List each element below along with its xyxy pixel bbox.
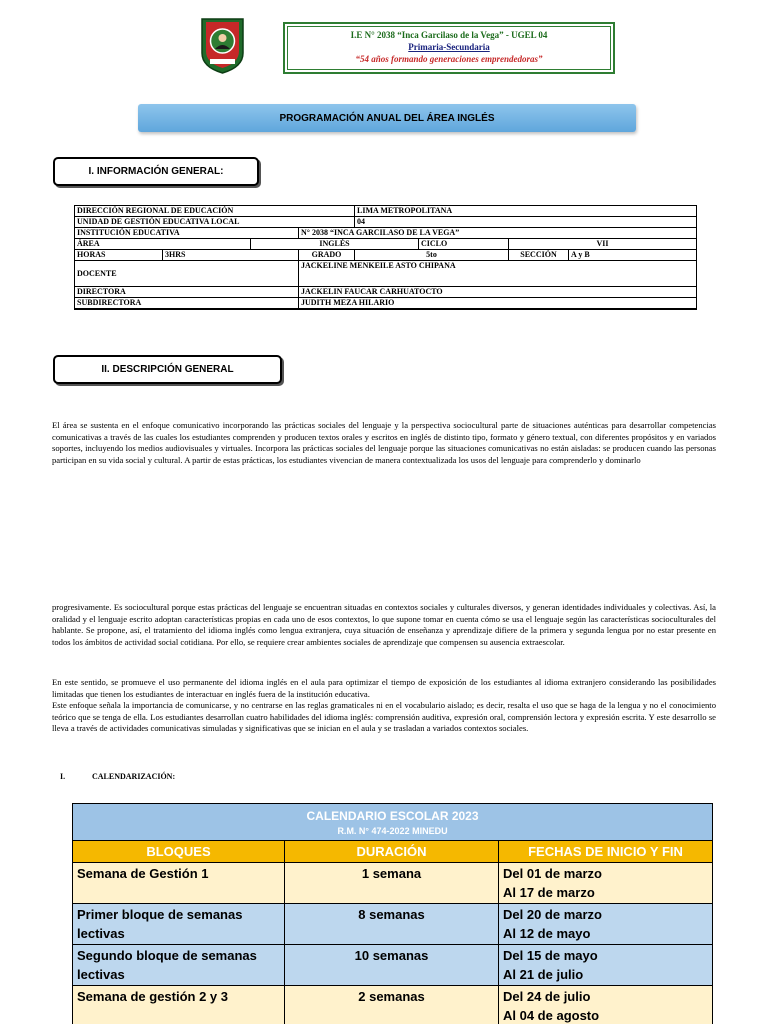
fecha-fin: Al 04 de agosto xyxy=(503,1008,600,1023)
table-row xyxy=(75,298,697,310)
seccion-label: SECCIÓN xyxy=(509,250,569,261)
horas-value: 3HRS xyxy=(163,250,299,261)
table-row xyxy=(75,206,697,217)
ciclo-value: VII xyxy=(509,239,697,250)
table-row xyxy=(73,986,713,1024)
section-heading-description: II. DESCRIPCIÓN GENERAL xyxy=(53,355,282,384)
bloque-cell: Semana de Gestión 1 xyxy=(73,863,285,904)
fecha-fin: Al 21 de julio xyxy=(503,967,584,982)
calendar-heading-number: I. xyxy=(60,772,66,781)
area-value: INGLÉS xyxy=(251,239,419,250)
fechas-cell xyxy=(499,904,713,945)
duracion-cell: 10 semanas xyxy=(285,945,499,986)
section-heading-info: I. INFORMACIÓN GENERAL: xyxy=(53,157,259,186)
fechas-cell xyxy=(499,986,713,1024)
calendar-title: CALENDARIO ESCOLAR 2023 xyxy=(306,809,479,823)
directora-label: DIRECTORA xyxy=(75,287,299,298)
page-title: PROGRAMACIÓN ANUAL DEL ÁREA INGLÉS xyxy=(138,104,636,132)
header-banner xyxy=(283,22,615,74)
calendar-subtitle: R.M. N° 474-2022 MINEDU xyxy=(337,826,448,836)
table-row xyxy=(73,863,713,904)
ie-label: INSTITUCIÓN EDUCATIVA xyxy=(75,228,299,239)
duracion-cell: 8 semanas xyxy=(285,904,499,945)
calendar-header-row xyxy=(73,841,713,863)
description-paragraph-2: progresivamente. Es sociocultural porque estas prácticas del lenguaje se encuentran situadas en contextos sociales y culturales diversos, y generan identidades individuales y colectivas. Así, la oralidad y el lenguaje escrito adoptan características propias en cada uno de esos contextos, lo que supone tomar en cuenta cómo se usa el lenguaje según las características socioculturales del hablante. Se propone, así, el tratamiento del idioma inglés como lengua extranjera, cuya situación de enseñanza y aprendizaje difiere de la primera y segunda lengua por no estar presente en todos los ámbitos de actividad social cotidiana. Por ello, se requiere crear ambientes sociales de aprendizaje que compensen su ausencia extraescolar. xyxy=(52,602,716,647)
horas-label: HORAS xyxy=(75,250,163,261)
fechas-cell xyxy=(499,945,713,986)
description-paragraph-3a: En este sentido, se promueve el uso permanente del idioma inglés en el aula para optimizar el tiempo de exposición de los estudiantes al idioma extranjero considerando las posibilidades limitadas que tienen los estudiantes de interactuar en inglés fuera de la institución educativa. xyxy=(52,677,716,699)
fecha-fin: Al 12 de mayo xyxy=(503,926,591,941)
table-row xyxy=(75,287,697,298)
grado-value: 5to xyxy=(355,250,509,261)
area-label: ÁREA xyxy=(75,239,251,250)
description-paragraph-3 xyxy=(52,677,716,735)
ugel-label: UNIDAD DE GESTIÓN EDUCATIVA LOCAL xyxy=(75,217,355,228)
docente-value: JACKELINE MENKEILE ASTO CHIPANA xyxy=(299,261,697,287)
calendar-title-row xyxy=(73,804,713,841)
calendar-title-cell xyxy=(73,804,713,841)
calendar-heading-text: CALENDARIZACIÓN: xyxy=(92,772,176,781)
fechas-cell xyxy=(499,863,713,904)
description-paragraph-1: El área se sustenta en el enfoque comunicativo incorporando las prácticas sociales del lenguaje y la perspectiva sociocultural parte de situaciones auténticas para desarrollar competencias comunicativas a través de las cuales los estudiantes comprenden y producen textos orales y escritos en inglés de distinto tipo, formato y género textual, con diferentes propósitos y en variados soportes, incluyendo los medios audiovisuales y virtuales. Incorpora las prácticas sociales del lenguaje porque las situaciones comunicativas no están aisladas: se producen cuando las personas participan en su vida social y cultural. A partir de estas prácticas, los estudiantes vivencian de manera contextualizada los usos del lenguaje para comprenderlo y dominarlo xyxy=(52,420,716,465)
calendar-heading xyxy=(60,772,175,781)
table-row xyxy=(73,904,713,945)
general-info-table xyxy=(74,205,697,310)
col-bloques: BLOQUES xyxy=(73,841,285,863)
fecha-inicio: Del 01 de marzo xyxy=(503,866,602,881)
bloque-cell: Segundo bloque de semanas lectivas xyxy=(73,945,285,986)
duracion-cell: 2 semanas xyxy=(285,986,499,1024)
table-row xyxy=(73,945,713,986)
ie-value: N° 2038 “INCA GARCILASO DE LA VEGA” xyxy=(299,228,697,239)
ugel-value: 04 xyxy=(355,217,697,228)
col-duracion: DURACIÓN xyxy=(285,841,499,863)
ciclo-label: CICLO xyxy=(419,239,509,250)
fecha-inicio: Del 24 de julio xyxy=(503,989,591,1004)
header-level: Primaria-Secundaria xyxy=(408,42,490,52)
grado-label: GRADO xyxy=(299,250,355,261)
header-motto: “54 años formando generaciones emprendedoras” xyxy=(355,54,543,64)
school-calendar-table xyxy=(72,803,713,1024)
dre-value: LIMA METROPOLITANA xyxy=(355,206,697,217)
table-row xyxy=(75,261,697,287)
school-crest-icon xyxy=(198,17,247,74)
table-row xyxy=(75,250,697,261)
fecha-fin: Al 17 de marzo xyxy=(503,885,595,900)
subdirectora-label: SUBDIRECTORA xyxy=(75,298,299,310)
fecha-inicio: Del 15 de mayo xyxy=(503,948,598,963)
description-paragraph-3b: Este enfoque señala la importancia de comunicarse, y no centrarse en las reglas gramaticales ni en el vocabulario aislado; es decir, resalta el uso que se haga de la lengua y no el conocimiento teórico que se tenga de ella. Los estudiantes desarrollan cuatro habilidades del idioma inglés: comprensión auditiva, expresión oral, comprensión lectora y expresión escrita. Y este desarrollo se lleva a través de actividades comunicativas simuladas y significativas que se inician en el aula y se trasladan a variados contextos sociales. xyxy=(52,700,716,733)
duracion-cell: 1 semana xyxy=(285,863,499,904)
bloque-cell: Semana de gestión 2 y 3 xyxy=(73,986,285,1024)
header-school-name: I.E N° 2038 “Inca Garcilaso de la Vega” - UGEL 04 xyxy=(350,30,548,40)
table-row xyxy=(75,217,697,228)
dre-label: DIRECCIÓN REGIONAL DE EDUCACIÓN xyxy=(75,206,355,217)
seccion-value: A y B xyxy=(569,250,697,261)
fecha-inicio: Del 20 de marzo xyxy=(503,907,602,922)
col-fechas: FECHAS DE INICIO Y FIN xyxy=(499,841,713,863)
bloque-cell: Primer bloque de semanas lectivas xyxy=(73,904,285,945)
subdirectora-value: JUDITH MEZA HILARIO xyxy=(299,298,697,310)
table-row xyxy=(75,239,697,250)
docente-label: DOCENTE xyxy=(75,261,299,287)
table-row xyxy=(75,228,697,239)
directora-value: JACKELIN FAUCAR CARHUATOCTO xyxy=(299,287,697,298)
